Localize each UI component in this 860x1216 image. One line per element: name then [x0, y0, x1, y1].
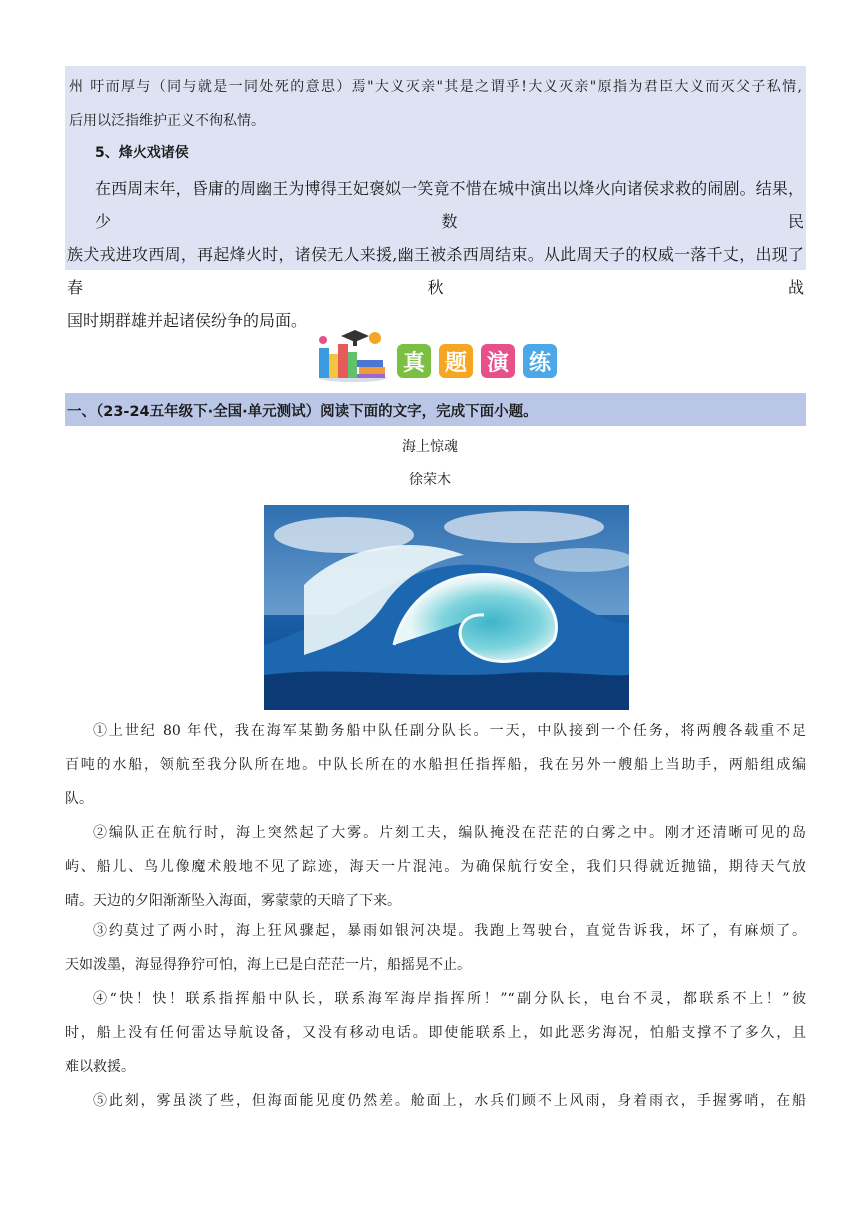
- article-title: 海上惊魂: [402, 439, 458, 455]
- text-line: ②编队正在航行时，海上突然起了大雾。片刻工夫，编队掩没在茫茫的白雾之中。刚才还清晰可见的岛: [93, 825, 806, 841]
- text-line: 族犬戎进攻西周，再起烽火时，诸侯无人来援,幽王被杀西周结束。从此周天子的权威一落千丈，出现了春秋战: [67, 245, 804, 297]
- ocean-wave-image: [264, 505, 629, 710]
- banner-tile: 真: [397, 344, 431, 378]
- banner-tile: 题: [439, 344, 473, 378]
- banner-tile: 演: [481, 344, 515, 378]
- text-line: ④“快！快！联系指挥船中队长，联系海军海岸指挥所！”“副分队长，电台不灵，都联系不上！”彼: [93, 991, 806, 1007]
- article-author: 徐荣木: [409, 472, 451, 488]
- text-line: ⑤此刻，雾虽淡了些，但海面能见度仍然差。舱面上，水兵们顾不上风雨，身着雨衣，手握雾哨，在船: [93, 1093, 806, 1109]
- text-line: 队。: [65, 791, 93, 807]
- idiom-explanation-box: [65, 66, 806, 330]
- section-heading: 5、烽火戏诸侯: [95, 145, 189, 161]
- article-paragraph-4: [65, 982, 806, 1084]
- banner-tile: 练: [523, 344, 557, 378]
- question-heading-bar: [65, 393, 806, 426]
- section-paragraph: [67, 172, 804, 337]
- text-line: 百吨的水船，领航至我分队所在地。中队长所在的水船担任指挥船，我在另外一艘船上当助手，两船组成编: [65, 757, 806, 773]
- text-line: 晴。天边的夕阳渐渐坠入海面，雾蒙蒙的天暗了下来。: [65, 893, 401, 909]
- article-paragraph-3: [65, 914, 806, 982]
- text-line: 在西周末年，昏庸的周幽王为博得王妃褒姒一笑竟不惜在城中演出以烽火向诸侯求救的闹剧。结果，少数民: [95, 179, 804, 231]
- article-paragraph-5: [65, 1084, 806, 1118]
- article-paragraph-2: [65, 816, 806, 918]
- text-line: 国时期群雄并起诸侯纷争的局面。: [67, 311, 308, 330]
- question-heading: 一、（23-24五年级下·全国·单元测试）阅读下面的文字，完成下面小题。: [67, 404, 538, 420]
- text-line: 天如泼墨，海显得狰狞可怕，海上已是白茫茫一片，船摇晃不止。: [65, 957, 471, 973]
- text-line: 屿、船儿、鸟儿像魔术般地不见了踪迹，海天一片混沌。为确保航行安全，我们只得就近抛锚，期待天气放: [65, 859, 806, 875]
- text-line: 时，船上没有任何雷达导航设备，又没有移动电话。即使能联系上，如此恶劣海况，怕船支撑不了多久，且: [65, 1025, 806, 1041]
- article-paragraph-1: [65, 714, 806, 816]
- text-line: 难以救援。: [65, 1059, 135, 1075]
- text-line: ①上世纪 80 年代，我在海军某勤务船中队任副分队长。一天，中队接到一个任务，将两艘各载重不足: [93, 723, 806, 739]
- text-line: 州 吁而厚与（同与就是一同处死的意思）焉"大义灭亲"其是之谓乎!大义灭亲"原指为君臣大义而灭父子私情,: [69, 79, 802, 95]
- text-line: ③约莫过了两小时，海上狂风骤起，暴雨如银河决堤。我跑上驾驶台，直觉告诉我，坏了，有麻烦了。: [93, 923, 806, 939]
- text-line: 后用以泛指维护正义不徇私情。: [69, 113, 265, 129]
- practice-banner: [315, 326, 560, 382]
- books-illustration-icon: [315, 326, 391, 382]
